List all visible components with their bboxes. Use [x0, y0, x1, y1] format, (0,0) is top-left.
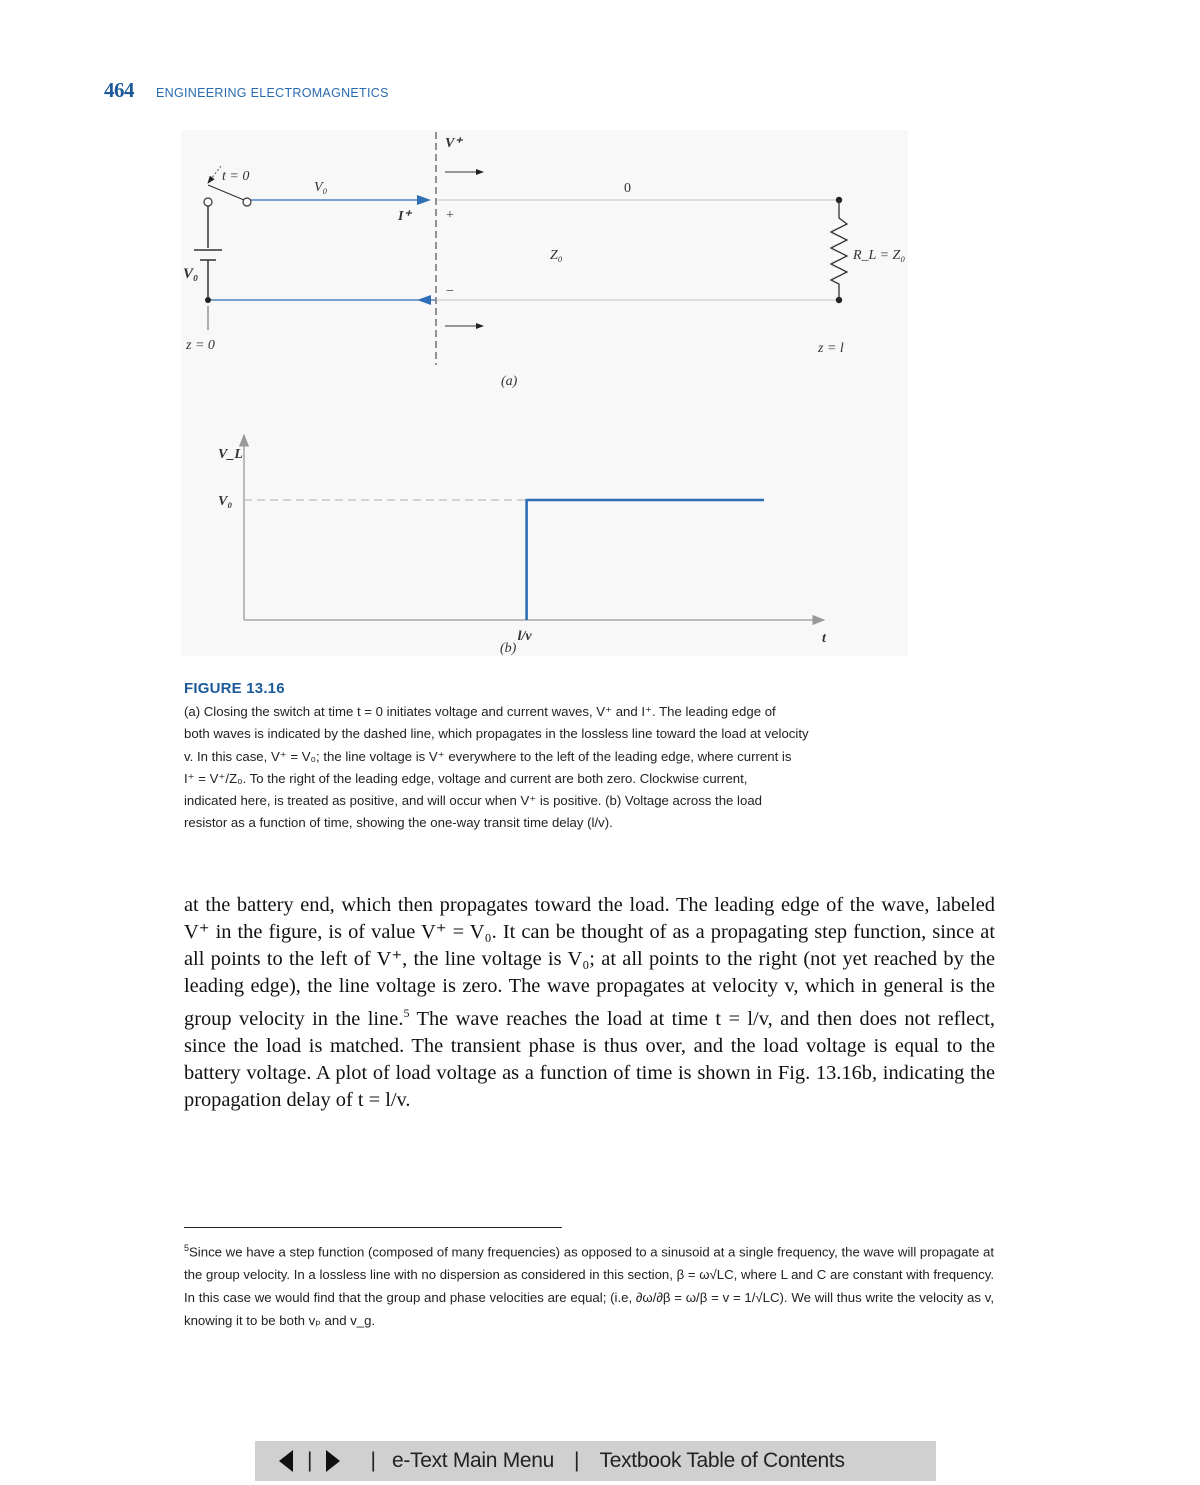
- battery-label: V₀: [183, 266, 199, 282]
- line-voltage-left: V₀: [314, 180, 328, 195]
- footnote-text: Since we have a step function (composed of many frequencies) as opposed to a sinusoid at a single frequency, the wave will propagate at the group velocity. In a lossless line with no dispersion as considered in this section, β = ω√LC, where L and C are constant with frequency. In this case we would find that the group and phase velocities are equal; (i.e, ∂ω/∂β = ω/β = v = 1/√LC). We will thus write the velocity as v, knowing it to be both vₚ and v_g.: [184, 1244, 994, 1328]
- current-label: I⁺: [398, 209, 411, 224]
- navigation-bar: [255, 1441, 936, 1481]
- impedance-label: Z₀: [550, 248, 563, 263]
- caption-line: (a) Closing the switch at time t = 0 initiates voltage and current waves, V⁺ and I⁺. The leading edge of: [184, 704, 776, 719]
- triangle-left-icon: [277, 1449, 295, 1473]
- wave-label: V⁺: [445, 136, 462, 151]
- y-axis-label: V_L: [218, 447, 243, 462]
- caption-line: I⁺ = V⁺/Z₀. To the right of the leading edge, voltage and current are both zero. Clockwise current,: [184, 770, 748, 786]
- nav-separator: |: [574, 1449, 580, 1472]
- previous-page-button[interactable]: [275, 1446, 297, 1476]
- textbook-toc-link[interactable]: Textbook Table of Contents: [599, 1449, 845, 1472]
- part-b-sublabel: (b): [500, 641, 517, 656]
- current-arrow-bottom: [417, 295, 431, 305]
- next-page-button[interactable]: [322, 1446, 344, 1476]
- series-vl-step: [527, 500, 764, 620]
- switch-terminal-left: [204, 198, 212, 206]
- switch-motion-arrow: [208, 166, 221, 183]
- running-head: [104, 78, 389, 104]
- footnote-marker: 5: [184, 1243, 190, 1253]
- book-title: ENGINEERING ELECTROMAGNETICS: [156, 86, 389, 100]
- body-paragraph-part2: The wave reaches the load at time t = l/v, and then does not reflect, since the load is matched. The transient phase is thus over, and the load voltage is equal to the battery voltage. A plot of load voltage as a function of time is shown in Fig. 13.16b, indicating the propagation delay of t = l/v.: [184, 1007, 995, 1111]
- nav-separator: |: [307, 1449, 313, 1472]
- y-tick-label-v0: V₀: [218, 494, 233, 509]
- x-axis-label: t: [822, 631, 826, 646]
- switch-time-label: t = 0: [222, 169, 250, 184]
- z-start-label: z = 0: [186, 338, 215, 353]
- footnote: [184, 1237, 994, 1333]
- line-voltage-right: 0: [624, 181, 631, 196]
- figure-svg: [181, 130, 908, 656]
- footnote-rule: [184, 1227, 562, 1228]
- circuit-diagram: [183, 132, 905, 389]
- caption-title: FIGURE 13.16: [184, 680, 285, 697]
- z-end-label: z = l: [818, 341, 844, 356]
- load-label: R_L = Z₀: [853, 248, 906, 263]
- polarity-minus: −: [446, 284, 454, 299]
- caption-line: indicated here, is treated as positive, and will occur when V⁺ is positive. (b) Voltage across the load: [184, 793, 762, 809]
- caption-line: both waves is indicated by the dashed line, which propagates in the lossless line toward the load at velocity: [184, 726, 809, 742]
- caption-line: resistor as a function of time, showing the one-way transit time delay (l/v).: [184, 815, 613, 831]
- load-resistor: [831, 200, 847, 300]
- x-tick-label-transit: l/v: [517, 629, 532, 644]
- body-text: [184, 892, 995, 1114]
- part-a-sublabel: (a): [501, 374, 518, 389]
- caption-body: [184, 701, 994, 835]
- current-arrow-top: [417, 195, 431, 205]
- nav-separator: |: [370, 1449, 376, 1472]
- switch-blade: [208, 185, 244, 200]
- figure-13-16: [181, 130, 908, 656]
- body-paragraph: [184, 892, 995, 1114]
- etext-main-menu-link[interactable]: e-Text Main Menu: [391, 1449, 555, 1472]
- figure-caption: [184, 680, 994, 835]
- load-voltage-chart: [218, 435, 827, 656]
- polarity-plus: +: [446, 208, 454, 223]
- body-paragraph-part1: at the battery end, which then propagates toward the load. The leading edge of the wave, labeled V⁺ in the figure, is of value V⁺ = V₀. It can be thought of as a propagating step function, since at all points to the left of V⁺, the line voltage is V₀; at all points to the right (not yet reached by the leading edge), the line voltage is zero. The wave propagates at velocity v, which in general is the group velocity in the line.: [184, 894, 995, 1030]
- battery-node: [205, 297, 211, 303]
- switch-terminal-right: [243, 198, 251, 206]
- caption-line: v. In this case, V⁺ = V₀; the line voltage is V⁺ everywhere to the left of the leading edge, where current is: [184, 748, 792, 764]
- footnote-reference[interactable]: 5: [403, 1006, 410, 1020]
- page-number: 464: [104, 78, 134, 102]
- triangle-right-icon: [324, 1449, 342, 1473]
